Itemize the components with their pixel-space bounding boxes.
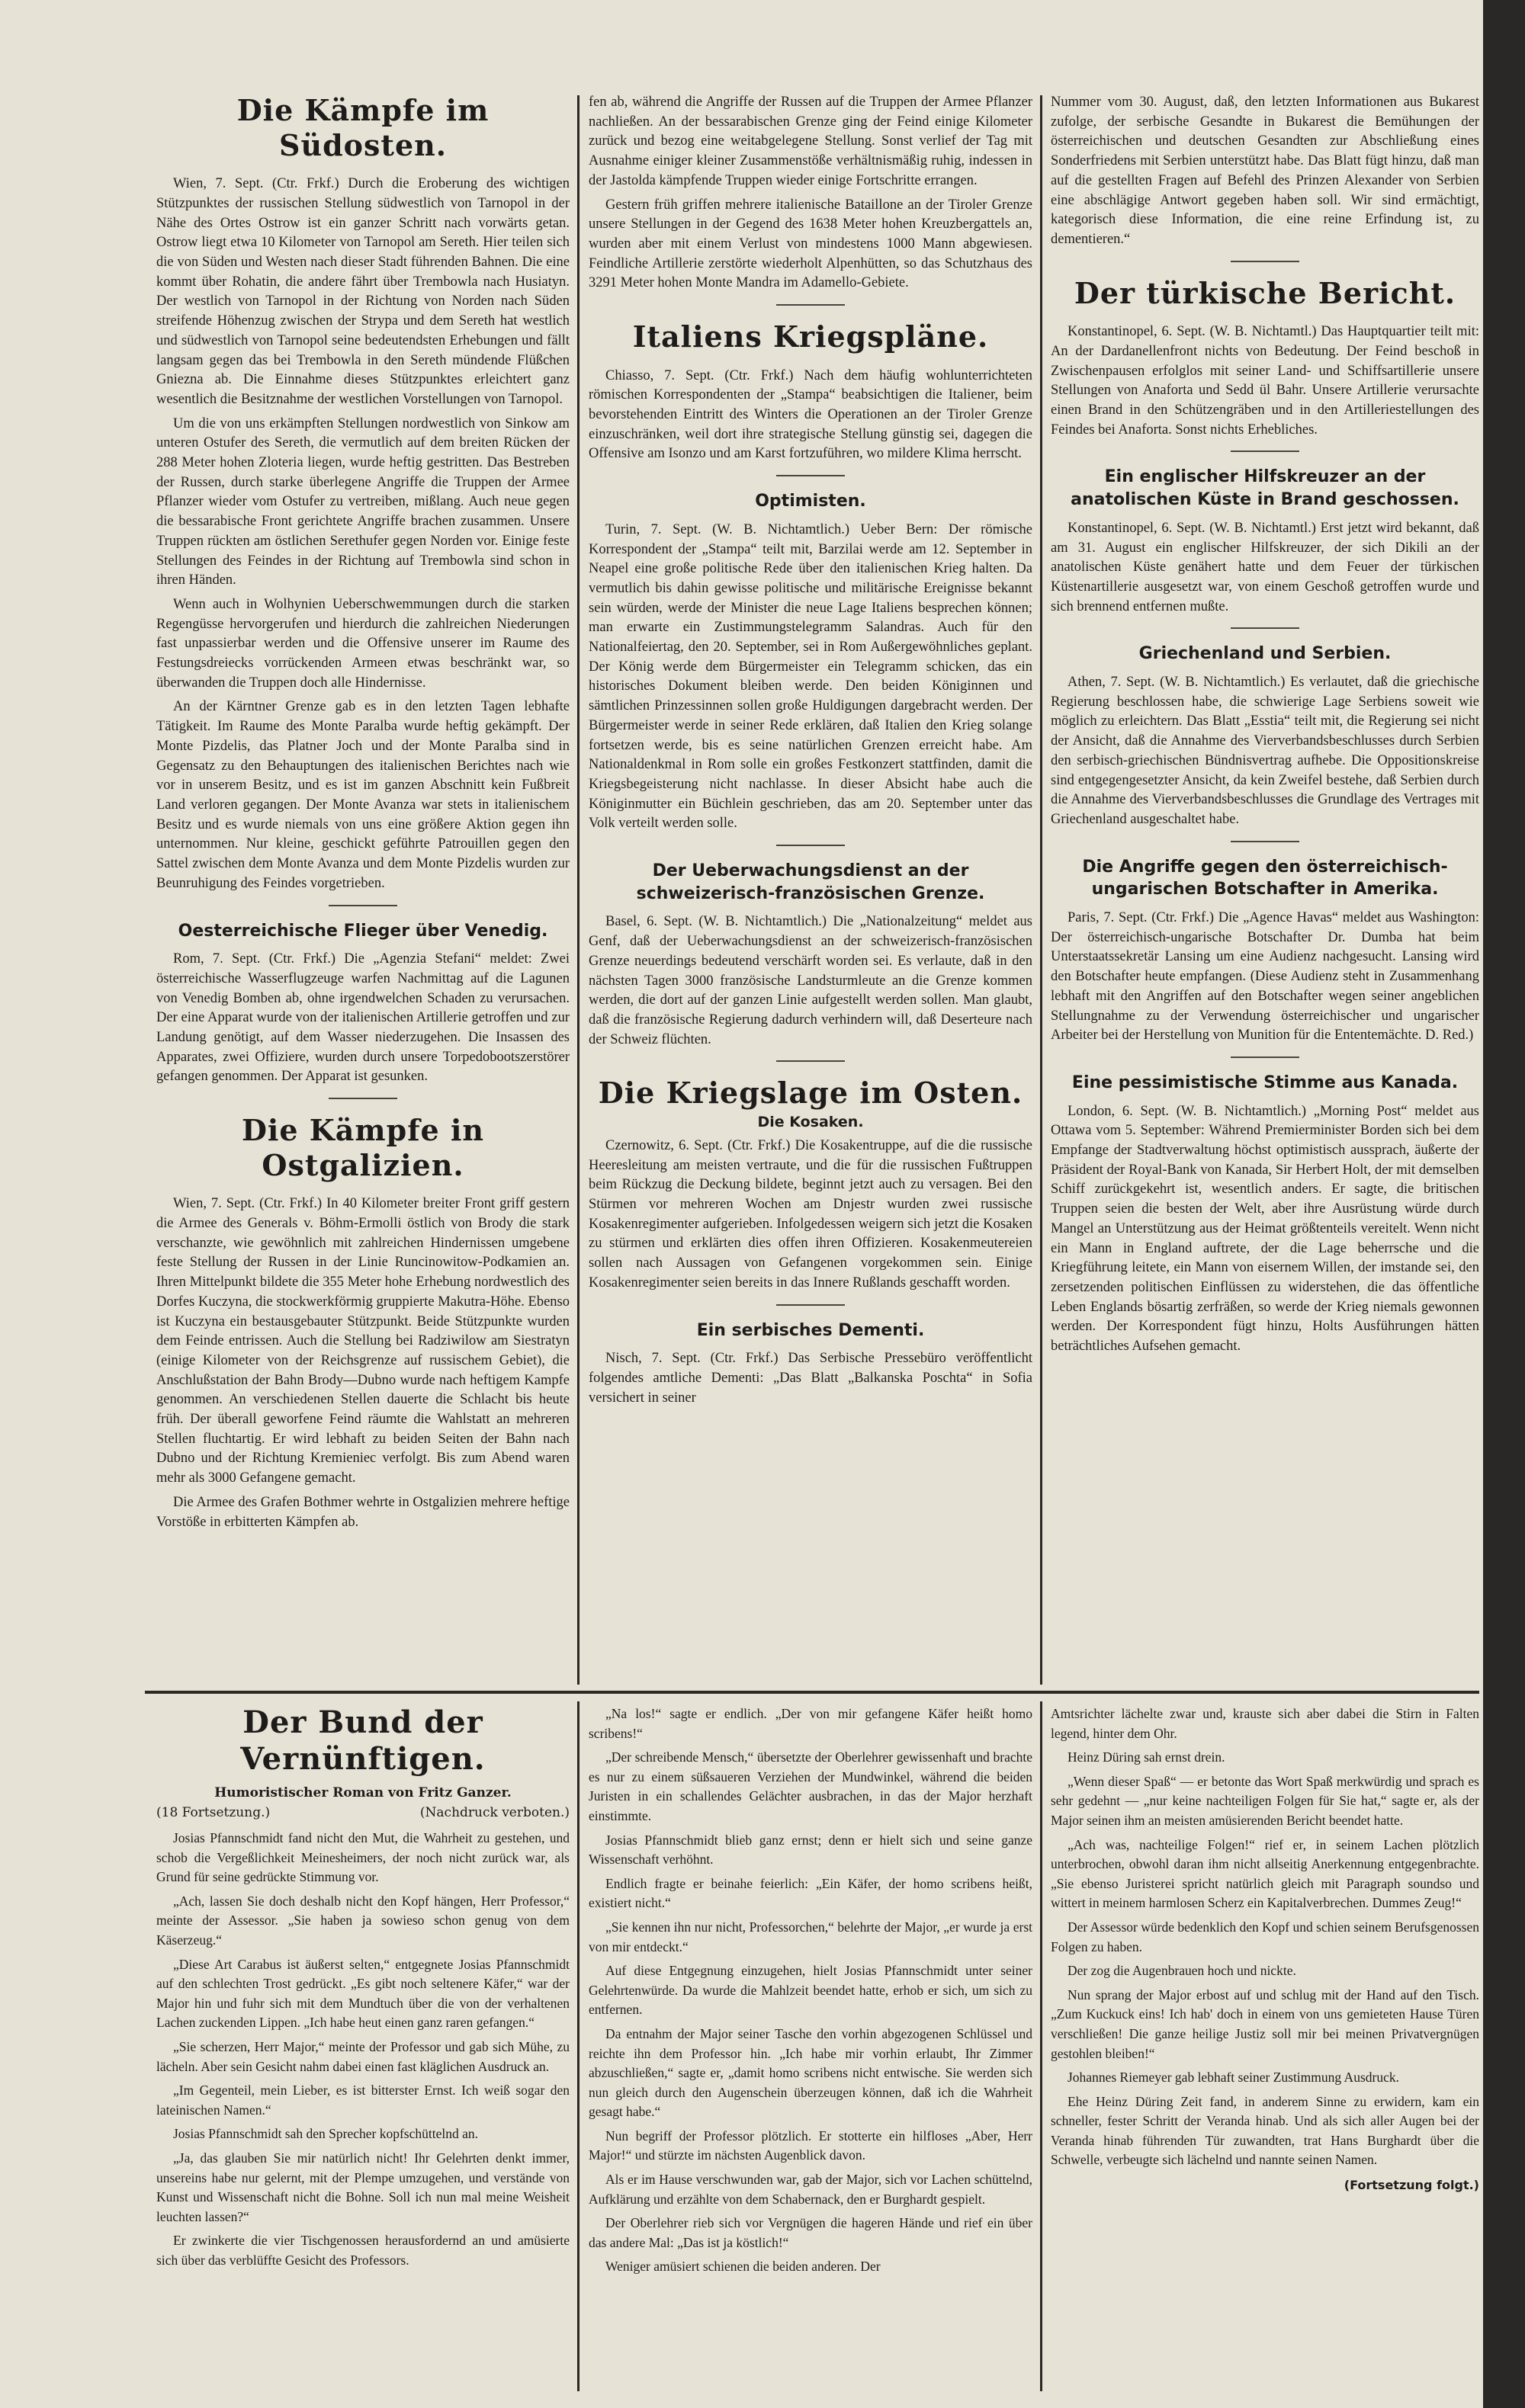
novel-paragraph: Er zwinkerte die vier Tischgenossen herausfordernd an und amüsierte sich über das verblüffte Gesicht des Professors. <box>156 2233 570 2268</box>
section-divider <box>1231 261 1299 262</box>
article-paragraph: An der Kärntner Grenze gab es in den letzten Tagen lebhafte Tätigkeit. Im Raume des Monte Paralba wurde heftig gekämpft. Der Monte Pizdelis, das Platner Joch und der Monte Paralba sind in Gegensatz zu den Behauptungen des italienischen Berichtes nach wie vor in unserem Besitz, und es ist im ganzen Abschnitt kein Fußbreit Land verloren gegangen. Der Monte Avanza war stets in italienischem Besitz und es wurde niemals von uns eine größere Aktion gegen ihn unternommen. Nur kleine, geschickt geführte Patrouillen gegen den Sattel zwischen dem Monte Avanza und dem Monte Pizdelis wurden zur Beunruhigung des Feindes vorgetrieben. <box>156 699 570 891</box>
headline-tuerkische-bericht: Der türkische Bericht. <box>1074 275 1456 310</box>
article-paragraph: Turin, 7. Sept. (W. B. Nichtamtlich.) Ueber Bern: Der römische Korrespondent der „Stampa“ teilt mit, Barzilai werde am 12. September in Neapel eine große politische Rede über den italienischen Krieg halten. Da vermutlich bis dahin gewisse politische und militärische Ereignisse bekannt sein würden, werde der Minister die neue Lage Italiens besprechen können; man erwarte ein Zustimmungstelegramm Salandras. Auch für den Nationalfeiertag, den 20. September, sei in Rom Außergewöhnliches geplant. Der König werde dem Bürgermeister ein Telegramm schicken, das ein historisches Dokument bleiben werde. Den beiden Königinnen und sämtlichen Prinzessinnen sollen große Huldigungen dargebracht werden. Der Bürgermeister werde in seiner Rede erklären, daß Italien den Krieg solange fortsetzen werde, bis es seine natürlichen Grenzen erreicht habe. Am Nationaldenkmal in Rom solle ein großes Festkonzert stattfinden, damit die Kriegsbegeisterung nicht nachlasse. In dieser Absicht habe auch die Königinmutter ein Büchlein geschrieben, das am 20. September unter das Volk verteilt werden solle. <box>589 521 1032 832</box>
subheadline-kosaken: Die Kosaken. <box>757 1113 864 1130</box>
section-divider <box>776 1304 845 1306</box>
novel-paragraph: Auf diese Entgegnung einzugehen, hielt Josias Pfannschmidt unter seiner Gelehrtenwürde. Da wurde die Mahlzeit beendet hatte, erhob er sich, um sich zu entfernen. <box>589 1963 1032 2018</box>
article-paragraph: Gestern früh griffen mehrere italienische Bataillone an der Tiroler Grenze unsere Stellungen in der Gegend des 1638 Meter hohen Kreuzbergattels an, wurden aber mit einem Verlust von mindestens 1000 Mann abgewiesen. Feindliche Artillerie zerstörte wiederholt Alpenhütten, so das Schutzhaus des 3291 Meter hohen Monte Mandra im Adamello-Gebiete. <box>589 197 1032 291</box>
article-paragraph: Konstantinopel, 6. Sept. (W. B. Nichtamtl.) Das Hauptquartier teilt mit: An der Dardanellenfront nichts von Bedeutung. Der Feind beschoß in Zwischenpausen erfolglos mit seiner Land- und Schiffsartillerie unsere Stellungen von Anaforta und Sedd ül Bahr. Unsere Artillerie verursachte einen Brand in den Schützengräben und in den Artilleriestellungen des Feindes bei Anaforta. Sonst nichts Erhebliches. <box>1051 324 1479 438</box>
novel-paragraph: Johannes Riemeyer gab lebhaft seiner Zustimmung Ausdruck. <box>1068 2070 1399 2086</box>
headline-italiens-kriegsplaene: Italiens Kriegspläne. <box>632 319 989 354</box>
novel-paragraph: Der Oberlehrer rieb sich vor Vergnügen die hageren Hände und rief ein über das andere Mal: „Das ist ja köstlich!“ <box>589 2215 1032 2250</box>
novel-paragraph: „Ach was, nachteilige Folgen!“ rief er, in seinem Lachen plötzlich unterbrochen, obwohl daran ihm nicht allseitig Anerkennung entgegenbrachte. „Sie ebenso Juristerei spricht natürlich gleich mit Paragraph soundso und wittert in meinem harmlosen Scherz ein Kapitalverbrechen. Dummes Zeug!“ <box>1051 1836 1479 1911</box>
novel-paragraph: „Sie kennen ihn nur nicht, Professorchen,“ belehrte der Major, „er wurde ja erst von mir entdeckt.“ <box>589 1919 1032 1954</box>
novel-paragraph: „Der schreibende Mensch,“ übersetzte der Oberlehrer gewissenhaft und brachte es nur zu einem süßsaueren Verziehen der Mundwinkel, während die beiden Juristen in ein schallendes Gelächter ausbrachen, in das der Major herzhaft einstimmte. <box>589 1749 1032 1823</box>
section-divider <box>776 1060 845 1062</box>
novel-paragraph: Der zog die Augenbrauen hoch und nickte. <box>1068 1963 1296 1979</box>
novel-paragraph: Nun sprang der Major erbost auf und schlug mit der Hand auf den Tisch. „Zum Kuckuck eins! Ich hab' doch in einem von uns gemieteten Hause Türen verschließen! Die ganze heilige Justiz soll mir bei meinen Privatvergnügen gestohlen bleiben!“ <box>1051 1986 1479 2061</box>
section-divider <box>1231 1057 1299 1058</box>
section-divider <box>776 304 845 306</box>
novel-paragraph: „Na los!“ sagte er endlich. „Der von mir gefangene Käfer heißt homo scribens!“ <box>589 1706 1032 1741</box>
article-paragraph: Basel, 6. Sept. (W. B. Nichtamtlich.) Die „Nationalzeitung“ meldet aus Genf, daß der Ueberwachungsdienst an der schweizerisch-französischen Grenze neuerdings bedeutend verschärft worden sei. Es verlaute, daß in den nächsten Tagen 3000 französische Landsturmleute an die Grenze kommen werden, die dort auf der ganzen Linie aufgestellt werden sollen. Man glaubt, daß die französische Regierung dadurch verhindern will, daß Deserteure nach der Schweiz flüchten. <box>589 914 1032 1047</box>
novel-paragraph: Da entnahm der Major seiner Tasche den vorhin abgezogenen Schlüssel und reichte ihn dem Professor hin. „Ich habe mir vorhin erlaubt, Ihr Zimmer abzuschließen,“ sagte er, „damit homo scribens nicht entwische. Sie werden sich nun gleich durch den Augenschein überzeugen können, daß ich die Wahrheit gesagt habe.“ <box>589 2025 1032 2120</box>
section-divider <box>329 905 397 906</box>
headline-optimisten: Optimisten. <box>755 492 866 511</box>
novel-paragraph: „Ach, lassen Sie doch deshalb nicht den Kopf hängen, Herr Professor,“ meinte der Assessor. „Sie haben ja sowieso schon genug von dem Käserzeug.“ <box>156 1893 570 1948</box>
page-edge-shadow <box>1483 0 1525 2408</box>
feuilleton-rule-2 <box>1040 1701 1042 2391</box>
column-rule-1 <box>577 95 580 1685</box>
novel-paragraph: „Sie scherzen, Herr Major,“ meinte der Professor und gab sich Mühe, zu lächeln. Aber sein Gesicht nahm dabei einen fast kläglichen Ausdruck an. <box>156 2038 570 2074</box>
headline-serbisches-dementi: Ein serbisches Dementi. <box>696 1320 925 1340</box>
novel-paragraph: Der Assessor würde bedenklich den Kopf und schien seinem Berufsgenossen Folgen zu haben. <box>1051 1919 1479 1954</box>
feuilleton-installment: (18 Fortsetzung.) <box>156 1804 271 1820</box>
novel-paragraph: Nun begriff der Professor plötzlich. Er stotterte ein hilfloses „Aber, Herr Major!“ und stürzte im nächsten Augenblick davon. <box>589 2127 1032 2163</box>
feuilleton-rule-1 <box>577 1701 580 2391</box>
article-paragraph: London, 6. Sept. (W. B. Nichtamtlich.) „Morning Post“ meldet aus Ottawa vom 5. September: Während Premierminister Borden sich bei dem Empfange der Stadtverwaltung höchst optimistisch aussprach, äußerte der Präsident der Royal-Bank von Kanada, Sir Herbert Holt, der mit demselben Schiff zurückgekehrt ist, wesentlich anders. Er sagte, die britischen Truppen seien die besten der Welt, aber ihre Ausrüstung würde durch Mangel an Unterstützung aus der Heimat größtenteils vereitelt. Wenn nicht ein Mann in England auftrete, der die Lage beherrsche und die Kriegführung leitete, ein Mann von eisernem Willen, der imstande sei, den zersetzenden politischen Einflüssen zu widerstehen, die das öffentliche Leben Englands bösartig zerfräßen, so werde der Krieg niemals gewonnen werden. Der Korrespondent fügt hinzu, Holts Ausführungen hätten beträchtliches Aufsehen gemacht. <box>1051 1103 1479 1355</box>
article-paragraph: Nisch, 7. Sept. (Ctr. Frkf.) Das Serbische Pressebüro veröffentlicht folgendes amtliche Dementi: „Das Blatt „Balkanska Poschta“ in Sofia versichert in seiner <box>589 1351 1032 1406</box>
headline-kaempfe-suedosten: Die Kämpfe im Südosten. <box>236 93 490 162</box>
continued-notice: (Fortsetzung folgt.) <box>1344 2178 1479 2193</box>
article-paragraph: Czernowitz, 6. Sept. (Ctr. Frkf.) Die Kosakentruppe, auf die die russische Heeresleitung am meisten vertraute, und die für die russischen Fußtruppen beim Rückzug die Deckung bildete, beginnt jetzt auch zu versagen. Bei den Stürmen vor mehreren Wochen am Dnjestr wurden zwei russische Kosakenregimenter aufgerieben. Infolgedessen weigern sich jetzt die Kosaken zu stürmen und erklärten dies offen ihren Offizieren. Kosakenmeutereien sollen nach Aussagen von Gefangenen vorgekommen sein. Einige Kosakenregimenter seien bereits in das Innere Rußlands geschafft worden. <box>589 1137 1032 1291</box>
feuilleton-column-two <box>589 1704 1032 2390</box>
article-paragraph: Nummer vom 30. August, daß, den letzten Informationen aus Bukarest zufolge, der serbische Gesandte in Bukarest die Bemühungen der österreichischen und deutschen Gesandten zur Abschließung eines Sonderfriedens mit Serbien unterstützt habe. Das Blatt fügt hinzu, daß man auf die gestellten Fragen auf Befehl des Prinzen Alexander von Serbien eine abschlägige Antwort gegeben haben soll. Wir sind ermächtigt, kategorisch diese Information, die eine reine Erfindung ist, zu dementieren.“ <box>1051 95 1479 247</box>
column-two <box>589 93 1032 1686</box>
article-paragraph: Die Armee des Grafen Bothmer wehrte in Ostgalizien mehrere heftige Vorstöße in erbitterten Kämpfen ab. <box>156 1494 570 1530</box>
headline-pessimistische-stimme: Eine pessimistische Stimme aus Kanada. <box>1071 1073 1459 1092</box>
novel-paragraph: Josias Pfannschmidt sah den Sprecher kopfschüttelnd an. <box>173 2126 478 2142</box>
section-divider <box>329 1098 397 1099</box>
article-paragraph: fen ab, während die Angriffe der Russen auf die Truppen der Armee Pflanzer nachließen. An der bessarabischen Grenze ging der Feind einige Kilometer zurück und bezog eine weitabgelegene Stellung. Sonst verlief der Tag mit Ausnahme einiger kleiner Zusammenstöße verhältnismäßig ruhig, indessen in der Jastolda kämpfende Truppen wieder einige Fortschritte errangen. <box>589 95 1032 188</box>
headline-hilfskreuzer: Ein englischer Hilfskreuzer an der anatolischen Küste in Brand geschossen. <box>1071 467 1459 510</box>
novel-paragraph: Josias Pfannschmidt fand nicht den Mut, die Wahrheit zu gestehen, und schob die Vergeßlichkeit Meinesheimers, der noch nicht zurück war, als Grund für seine gedrückte Stimmung vor. <box>156 1830 570 1885</box>
article-paragraph: Wien, 7. Sept. (Ctr. Frkf.) In 40 Kilometer breiter Front griff gestern die Armee des Generals v. Böhm-Ermolli östlich von Brody die stark verschanzte, wie gewöhnlich mit zahlreichen Hindernissen umgebene feste Stellung der Russen in der Linie Runcinowitow-Podkamien an. Ihren Mittelpunkt bildete die 355 Meter hohe Erhebung nordwestlich des Dorfes Kuczyna, die stockwerkförmig gruppierte Makutra-Höhe. Ebenso ist Kuczyna ein bestausgebauter Stützpunkt. Beide Stützpunkte wurden dem Feinde entrissen. Auch die Stellung bei Radziwilow am Siestratyn (einige Kilometer von der Reichsgrenze auf russischem Gebiet), die Anschlußstation der Bahn Brody—Dubno wurde nach heftigem Kampfe genommen. An verschiedenen Stellen dauerte die Schlacht bis heute früh. Der überall geworfene Feind räumte die Wahlstatt an mehreren Stellen fluchtartig. Er wird lebhaft zu beiden Seiten der Bahn nach Dubno und der Richtung Kremieniec verfolgt. Bis zum Abend waren mehr als 3000 Gefangene gemacht. <box>156 1196 570 1486</box>
article-paragraph: Chiasso, 7. Sept. (Ctr. Frkf.) Nach dem häufig wohlunterrichteten römischen Korrespondenten der „Stampa“ beabsichtigen die Italiener, beim bevorstehenden Eintritt des Winters die Operationen an der Tiroler Grenze einzuschränken, weil dort ihre strategische Stellung günstig sei, dagegen die Offensive am Isonzo und am Karst fortzuführen, wo mildere Klima herrscht. <box>589 367 1032 462</box>
novel-paragraph: Josias Pfannschmidt blieb ganz ernst; denn er hielt sich und seine ganze Wissenschaft verhöhnt. <box>589 1832 1032 1868</box>
novel-paragraph: „Im Gegenteil, mein Lieber, es ist bitterster Ernst. Ich weiß sogar den lateinischen Namen.“ <box>156 2083 570 2118</box>
article-paragraph: Wien, 7. Sept. (Ctr. Frkf.) Durch die Eroberung des wichtigen Stützpunktes der russischen Stellung südwestlich von Tarnopol in der Nähe des Ortes Ostrow ist ein ganzer Schritt nach vorwärts getan. Ostrow liegt etwa 10 Kilometer von Tarnopol am Sereth. Hier teilen sich die von Süden und Westen nach dieser Stadt führenden Bahnen. Die eine kommt über Rohatin, die andere fährt über Trembowla nach Husiatyn. Der westlich von Tarnopol in der Richtung von Norden nach Süden streifende Höhenzug zwischen der Strypa und dem Sereth hat westlich und südwestlich von Tarnopol seine bedeutendsten Erhebungen und fällt langsam gegen das bei Trembowla in den Sereth mündende Flüßchen Gniezna ab. Die Einnahme dieses Stützpunktes erleichtert ganz wesentlich die Besitznahme der westlichen Vorstellungen von Tarnopol. <box>156 176 570 407</box>
novel-paragraph: „Ja, das glauben Sie mir natürlich nicht! Ihr Gelehrten denkt immer, unsereins habe nur gelernt, mit der Plempe umzugehen, und verstände von Kunst und Wissenschaft nicht die Bohne. Soll ich nun mal meine Weisheit leuchten lassen?“ <box>156 2150 570 2224</box>
section-divider <box>776 845 845 846</box>
feuilleton-rule <box>145 1691 1479 1694</box>
feuilleton-subtitle: Humoristischer Roman von Fritz Ganzer. <box>214 1785 512 1800</box>
feuilleton-meta <box>156 1804 570 1823</box>
novel-paragraph: Amtsrichter lächelte zwar und, krauste sich aber dabei die Stirn in Falten legend, hinter dem Ohr. <box>1051 1706 1479 1741</box>
article-paragraph: Um die von uns erkämpften Stellungen nordwestlich von Sinkow am unteren Ostufer des Sereth, die vermutlich auf dem breiten Rücken der 288 Meter hohen Zloteria liegen, wurde heftig gestritten. Das Bestreben der Russen, durch starke überlegene Angriffe die Truppen der Armee Pflanzer wieder vom Ostufer zu vertreiben, mißlang. Auch neue gegen die bessarabische Front gerichtete Angriffe brachen zusammen. Unsere Truppen rückten am östlichen Serethufer gegen Norden vor. Einige feste Stellungen des Feindes in der Richtung auf Trembowla sind schon in ihren Händen. <box>156 415 570 588</box>
article-paragraph: Athen, 7. Sept. (W. B. Nichtamtlich.) Es verlautet, daß die griechische Regierung beschlossen habe, die schwierige Lage Serbiens soweit wie möglich zu erleichtern. Das Blatt „Esstia“ teilt mit, die Regierung sei nicht der Ansicht, daß die Annahme des Vierverbandsbeschlusses durch Serbien den serbisch-griechischen Bündnisvertrag aufhebe. Die Oppositionskreise sind entgegengesetzter Ansicht, da kein Zweifel bestehe, daß Serbien durch die Annahme des Vierverbandsbeschlusses die Grundlage des Vertrages mit Griechenland ausgeschaltet habe. <box>1051 675 1479 827</box>
novel-paragraph: „Diese Art Carabus ist äußerst selten,“ entgegnete Josias Pfannschmidt auf den schlechten Trost gedrückt. „Es gibt noch seltenere Käfer,“ war der Major hin und fuhr sich mit dem Mundtuch über die von der verhaltenen Lachen zuckenden Lippen. „Ich habe heut einen ganz raren gefangen.“ <box>156 1956 570 2031</box>
article-paragraph: Wenn auch in Wolhynien Ueberschwemmungen durch die starken Regengüsse hervorgerufen und hierdurch die zahlreichen Niederungen fast unpassierbar werden und die Offensive unserer im Raume des Festungsdreiecks vorrückenden Armeen etwas beschränkt war, so überwanden die Truppen doch alle Hindernisse. <box>156 596 570 691</box>
section-divider <box>776 475 845 476</box>
headline-ueberwachungsdienst: Der Ueberwachungsdienst an der schweizerisch-französischen Grenze. <box>636 861 985 903</box>
feuilleton-column-one <box>156 1704 570 2390</box>
column-one <box>156 93 570 1686</box>
feuilleton-notice: (Nachdruck verboten.) <box>419 1804 570 1820</box>
headline-griechenland-serbien: Griechenland und Serbien. <box>1138 644 1392 664</box>
column-three <box>1051 93 1479 1686</box>
column-rule-2 <box>1040 95 1042 1685</box>
headline-flieger-venedig: Oesterreichische Flieger über Venedig. <box>178 921 548 941</box>
section-divider <box>1231 841 1299 842</box>
novel-paragraph: „Wenn dieser Spaß“ — er betonte das Wort Spaß merkwürdig und sprach es sehr gedehnt — „nur keine nachteiligen Folgen für Sie hat,“ sagte er, als der Major seinen ihm an meisten amüsierenden Bericht beendet hatte. <box>1051 1773 1479 1828</box>
novel-paragraph: Endlich fragte er beinahe feierlich: „Ein Käfer, der homo scribens heißt, existiert nicht.“ <box>589 1875 1032 1911</box>
article-paragraph: Konstantinopel, 6. Sept. (W. B. Nichtamtl.) Erst jetzt wird bekannt, daß am 31. August ein englischer Hilfskreuzer, der sich Dikili an der anatolischen Küste genähert hatte und dem Feuer der türkischen Küstenartillerie ausgesetzt war, von einem Geschoß getroffen wurde und sich brennend entfernen mußte. <box>1051 520 1479 614</box>
novel-paragraph: Als er im Hause verschwunden war, gab der Major, sich vor Lachen schüttelnd, Aufklärung und erzählte von dem Schabernack, den er Burghardt gespielt. <box>589 2172 1032 2207</box>
novel-paragraph: Weniger amüsiert schienen die beiden anderen. Der <box>605 2259 881 2275</box>
headline-kriegslage-osten: Die Kriegslage im Osten. <box>598 1076 1023 1111</box>
section-divider <box>1231 450 1299 452</box>
feuilleton-title: Der Bund der Vernünftigen. <box>240 1704 486 1777</box>
article-paragraph: Paris, 7. Sept. (Ctr. Frkf.) Die „Agence Havas“ meldet aus Washington: Der österreichisch-ungarische Botschafter Dr. Dumba hat beim Unterstaatssekretär Lansing um eine Audienz nachgesucht. Lansing wird den Botschafter heute empfangen. (Diese Audienz steht in Zusammenhang lebhaft mit den Angriffen auf den Botschafter wegen seiner angeblichen Stellungnahme zu der Verwendung österreichischer und ungarischer Arbeiter bei der Herstellung von Munition für die Ententemächte. D. Red.) <box>1051 910 1479 1044</box>
section-divider <box>1231 627 1299 629</box>
headline-kaempfe-ostgalizien: Die Kämpfe in Ostgalizien. <box>241 1113 485 1182</box>
headline-angriffe-botschafter: Die Angriffe gegen den österreichisch-ungarischen Botschafter in Amerika. <box>1082 857 1448 899</box>
feuilleton-column-three <box>1051 1704 1479 2390</box>
novel-paragraph: Heinz Düring sah ernst drein. <box>1068 1749 1225 1765</box>
novel-paragraph: Ehe Heinz Düring Zeit fand, in anderem Sinne zu erwidern, kam ein schneller, fester Schritt der Veranda hinab. Und als sich aller Augen bei der Veranda hinab führenden Tür zuwandten, trat Hans Burghardt über die Schwelle, verbeugte sich lächelnd und nannte seinen Namen. <box>1051 2093 1479 2168</box>
article-paragraph: Rom, 7. Sept. (Ctr. Frkf.) Die „Agenzia Stefani“ meldet: Zwei österreichische Wasserflugzeuge warfen Nachmittag auf die Lagunen von Venedig Bomben ab, ohne irgendwelchen Schaden zu verursachen. Der eine Apparat wurde von der italienischen Artillerie getroffen und zur Landung genötigt, auf dem Wasser niederzugehen. Die Insassen des Apparates, zwei Offiziere, wurden durch unsere Torpedobootszerstörer gefangen genommen. Der Apparat ist gesunken. <box>156 951 570 1085</box>
